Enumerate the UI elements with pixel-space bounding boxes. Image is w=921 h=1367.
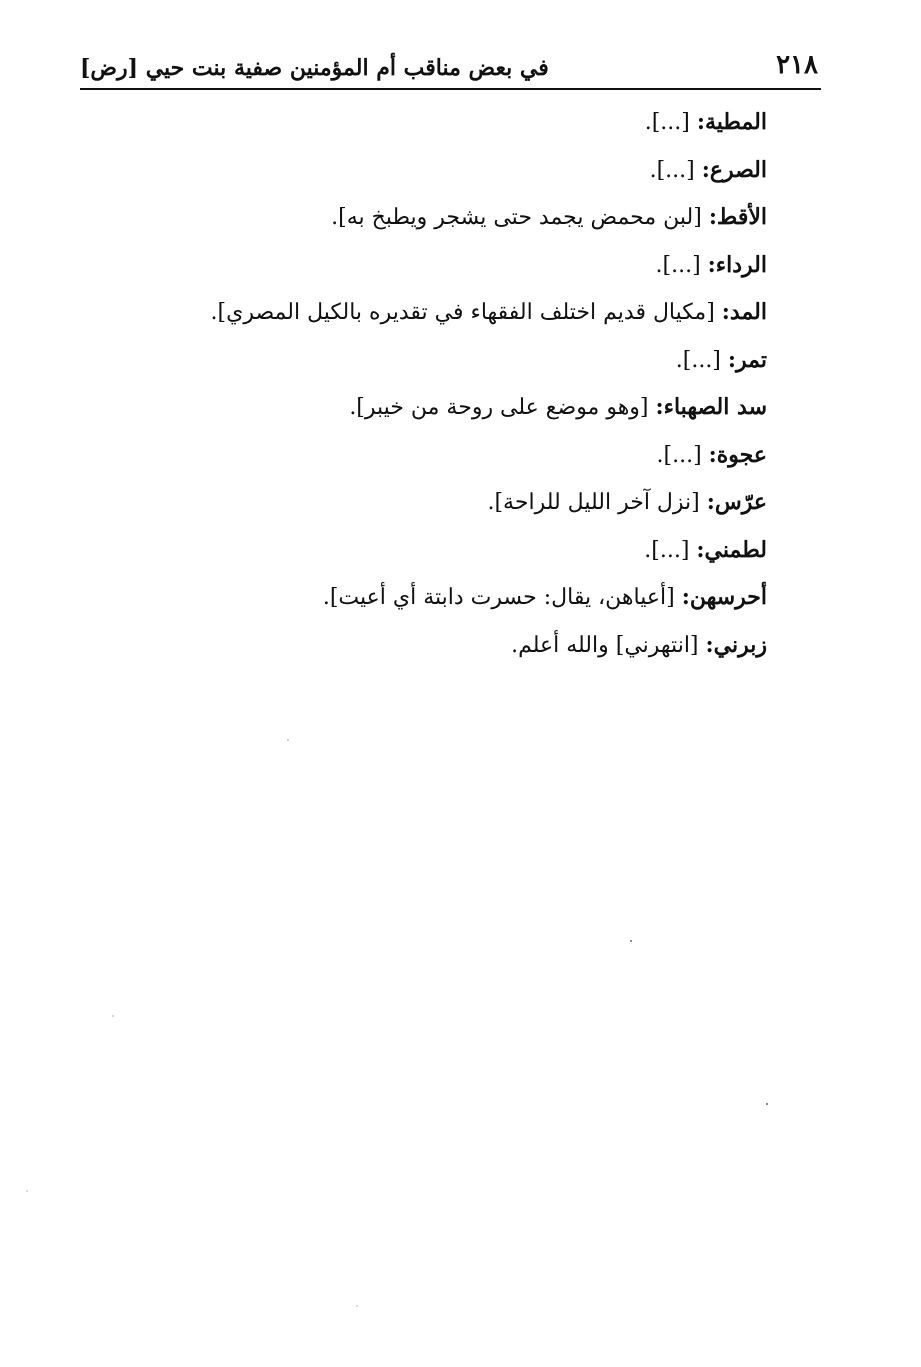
entry-definition: [...]. (649, 157, 695, 183)
entry-term: المد: (721, 299, 767, 325)
glossary-entry (147, 104, 767, 152)
glossary-entry (147, 437, 767, 485)
running-title: في بعض مناقب أم المؤمنين صفية بنت حيي [رض] (80, 55, 549, 81)
page-number: ٢١٨ (776, 50, 818, 80)
entry-definition: [...]. (644, 537, 690, 563)
entry-term: أحرسهن: (681, 584, 767, 610)
entry-definition: [انتهرني] والله أعلم. (511, 632, 699, 658)
glossary-entry (147, 627, 767, 675)
entry-term: الرداء: (707, 251, 767, 278)
entry-term: زبرني: (705, 631, 767, 658)
entry-term: تمر: (727, 346, 767, 373)
glossary-entry (147, 484, 767, 532)
glossary-entry (147, 579, 767, 627)
scan-speck (766, 1103, 768, 1105)
entry-term: المطية: (696, 109, 767, 135)
entry-definition: [مكيال قديم اختلف الفقهاء في تقديره بالكيل المصري]. (210, 300, 715, 325)
entry-term: لطمني: (696, 536, 767, 563)
entry-definition: [...]. (675, 347, 721, 373)
scan-speck (287, 739, 289, 741)
entry-definition: [أعياهن، يقال: حسرت دابتة أي أعيت]. (322, 585, 675, 610)
entry-definition: [...]. (644, 110, 690, 135)
scan-speck (356, 1305, 358, 1307)
glossary-entry (147, 389, 767, 437)
entry-definition: [نزل آخر الليل للراحة]. (487, 490, 700, 515)
page-header (80, 46, 820, 88)
glossary-entry (147, 294, 767, 342)
entry-definition: [لبن محمض يجمد حتى يشجر ويطبخ به]. (331, 205, 702, 230)
glossary-entry (147, 247, 767, 295)
entry-definition: [وهو موضع على روحة من خيبر]. (349, 395, 649, 420)
glossary-entry (147, 199, 767, 247)
header-rule (80, 88, 821, 90)
entry-term: الأقط: (708, 204, 767, 230)
entry-term: عجوة: (708, 441, 767, 468)
entry-term: عرّس: (706, 489, 767, 515)
entry-term: سد الصهباء: (655, 394, 767, 420)
scan-speck (630, 940, 632, 942)
glossary-entry (147, 152, 767, 200)
entry-definition: [...]. (655, 252, 701, 278)
scan-speck (112, 1015, 114, 1017)
entry-definition: [...]. (656, 442, 702, 468)
glossary-entry (147, 532, 767, 580)
glossary-list (147, 104, 767, 674)
glossary-entry (147, 342, 767, 390)
entry-term: الصرع: (701, 156, 767, 183)
scan-speck (26, 1190, 28, 1192)
